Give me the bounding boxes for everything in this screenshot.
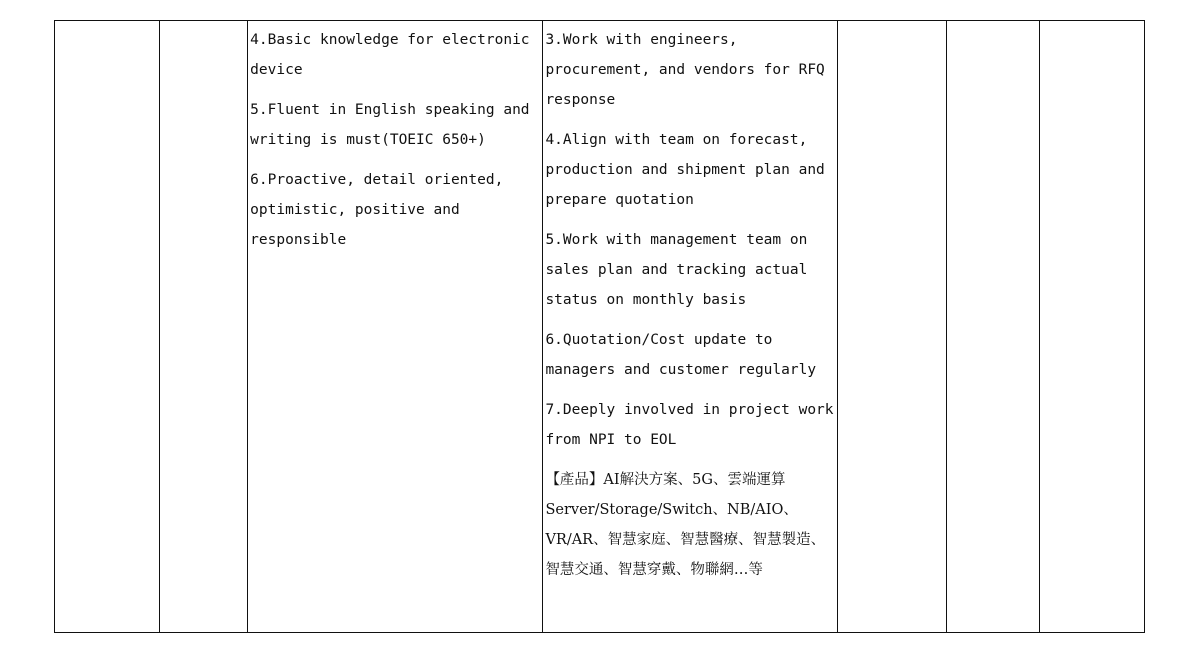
responsibility-item: 5.Work with management team on sales plan and tracking actual status on monthly basis [545,232,808,308]
empty-cell-1 [55,21,160,633]
responsibilities-cell [543,21,837,633]
table-row [55,21,1145,633]
empty-cell-2 [160,21,248,633]
empty-cell-7 [1039,21,1144,633]
responsibility-item: 6.Quotation/Cost update to managers and customer regularly [545,332,817,378]
products-text: 【產品】AI解決方案、5G、雲端運算Server/Storage/Switch、NB/AIO、VR/AR、智慧家庭、智慧醫療、智慧製造、智慧交通、智慧穿戴、物聯網…等 [545,472,826,578]
responsibility-item: 4.Align with team on forecast, production and shipment plan and prepare quotation [545,132,825,208]
qualification-item: 4.Basic knowledge for electronic device [250,32,530,78]
qualifications-cell [248,21,543,633]
responsibility-item: 7.Deeply involved in project work from NPI to EOL [545,402,834,448]
responsibility-item: 3.Work with engineers, procurement, and vendors for RFQ response [545,32,825,108]
empty-cell-6 [946,21,1039,633]
qualification-item: 5.Fluent in English speaking and writing is must(TOEIC 650+) [250,102,530,148]
qualification-item: 6.Proactive, detail oriented, optimistic, positive and responsible [250,172,504,248]
empty-cell-5 [837,21,946,633]
job-table [54,20,1145,633]
